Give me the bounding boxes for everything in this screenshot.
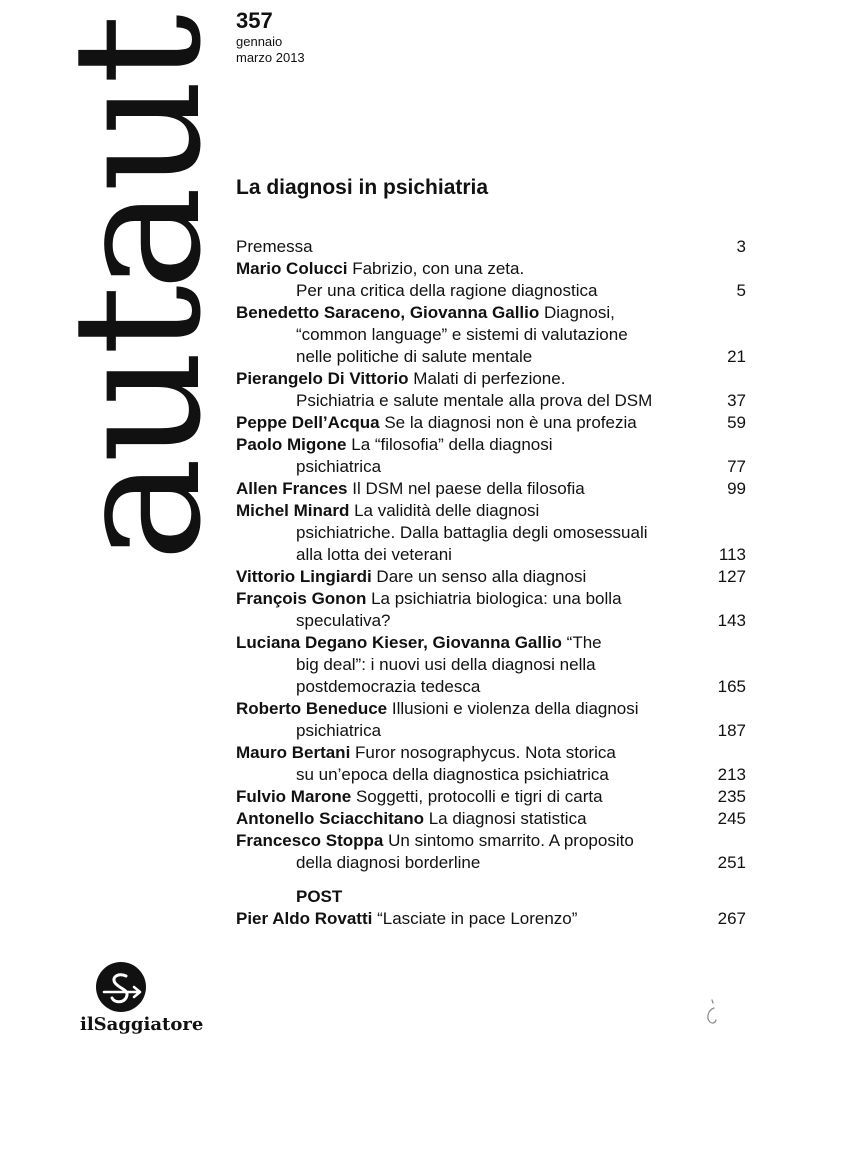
toc-page-number: 127 <box>717 567 746 586</box>
toc-title: Premessa <box>236 237 313 256</box>
handwritten-mark-icon <box>700 998 724 1028</box>
toc-author: Mauro Bertani <box>236 743 351 762</box>
issue-info <box>236 8 305 66</box>
toc-entry-line <box>236 566 702 588</box>
toc-title: alla lotta dei veterani <box>296 545 452 564</box>
toc-page-number: 113 <box>718 545 746 564</box>
post-entries <box>236 908 748 930</box>
toc-entry-line <box>236 456 702 478</box>
masthead-text: autaut <box>35 20 240 563</box>
toc-page-number: 235 <box>717 787 746 806</box>
toc-entry <box>236 302 748 368</box>
toc-page-number: 213 <box>717 765 746 784</box>
toc-entry-line <box>236 236 702 258</box>
toc-entry <box>236 236 748 258</box>
toc-entry-line <box>236 610 702 632</box>
toc-author: Peppe Dell’Acqua <box>236 413 380 432</box>
toc-title: psichiatriche. Dalla battaglia degli omosessuali <box>296 523 648 542</box>
toc-entry <box>236 588 748 632</box>
toc-entry-line <box>236 522 702 544</box>
toc-author: Francesco Stoppa <box>236 831 384 850</box>
toc-title: Dare un senso alla diagnosi <box>376 567 587 586</box>
toc-entry <box>236 566 748 588</box>
toc-entry <box>236 434 748 478</box>
issue-date-line1: gennaio <box>236 34 283 49</box>
toc-entry-line <box>236 676 702 698</box>
masthead <box>35 4 240 579</box>
toc-title: “Lasciate in pace Lorenzo” <box>377 909 578 928</box>
toc-author: Vittorio Lingiardi <box>236 567 372 586</box>
toc-entry <box>236 632 748 698</box>
toc-title: Furor nosographycus. Nota storica <box>355 743 616 762</box>
toc-page-number: 165 <box>717 677 746 696</box>
issue-date-line2: marzo 2013 <box>236 50 305 65</box>
toc-entry <box>236 368 748 412</box>
toc-author: Allen Frances <box>236 479 348 498</box>
toc-entry-line <box>236 808 702 830</box>
toc-entry <box>236 698 748 742</box>
table-of-contents <box>236 236 748 930</box>
toc-author: Benedetto Saraceno, Giovanna Gallio <box>236 303 540 322</box>
toc-title: Il DSM nel paese della filosofia <box>352 479 585 498</box>
toc-entry <box>236 500 748 566</box>
post-heading: POST <box>296 887 343 906</box>
publisher-name: ilSaggiatore <box>80 1014 204 1035</box>
toc-entry <box>236 412 748 434</box>
toc-author: Pierangelo Di Vittorio <box>236 369 409 388</box>
toc-title: Illusioni e violenza della diagnosi <box>391 699 639 718</box>
toc-entry-line <box>236 544 702 566</box>
toc-entry <box>236 478 748 500</box>
toc-title: Per una critica della ragione diagnostica <box>296 281 598 300</box>
toc-entry-line <box>236 632 702 654</box>
toc-entry <box>236 786 748 808</box>
toc-entry-line <box>236 720 702 742</box>
publisher-logo <box>80 960 210 1040</box>
toc-page-number: 37 <box>727 391 746 410</box>
toc-author: Mario Colucci <box>236 259 348 278</box>
toc-author: Pier Aldo Rovatti <box>236 909 373 928</box>
toc-title: big deal”: i nuovi usi della diagnosi nella <box>296 655 596 674</box>
toc-page-number: 251 <box>717 853 746 872</box>
toc-entry-line <box>236 588 702 610</box>
toc-entry-line <box>236 434 702 456</box>
toc-title: “common language” e sistemi di valutazione <box>296 325 628 344</box>
toc-title: della diagnosi borderline <box>296 853 481 872</box>
toc-entries <box>236 236 748 874</box>
toc-page-number: 187 <box>717 721 746 740</box>
toc-entry-line <box>236 302 702 324</box>
toc-entry-line <box>236 500 702 522</box>
toc-entry <box>236 808 748 830</box>
toc-entry <box>236 830 748 874</box>
toc-entry-line <box>236 478 702 500</box>
toc-page-number: 59 <box>727 413 746 432</box>
toc-entry-line <box>236 412 702 434</box>
toc-page-number: 5 <box>736 281 746 300</box>
toc-author: Paolo Migone <box>236 435 347 454</box>
toc-page-number: 267 <box>717 909 746 928</box>
toc-title: Soggetti, protocolli e tigri di carta <box>355 787 603 806</box>
toc-author: Michel Minard <box>236 501 350 520</box>
toc-entry-line <box>236 908 702 930</box>
toc-page-number: 21 <box>727 347 746 366</box>
toc-title: Psichiatria e salute mentale alla prova del DSM <box>296 391 653 410</box>
toc-title: La psichiatria biologica: una bolla <box>371 589 622 608</box>
toc-entry-line <box>236 258 702 280</box>
toc-entry-line <box>236 764 702 786</box>
toc-entry-line <box>236 786 702 808</box>
toc-title: psichiatrica <box>296 457 382 476</box>
toc-entry <box>236 908 748 930</box>
toc-title: La “filosofia” della diagnosi <box>351 435 553 454</box>
toc-page-number: 3 <box>736 237 746 256</box>
toc-entry-line <box>236 346 702 368</box>
toc-title: “The <box>566 633 602 652</box>
toc-author: Antonello Sciacchitano <box>236 809 424 828</box>
toc-entry-line <box>236 698 702 720</box>
toc-title: Un sintomo smarrito. A proposito <box>388 831 634 850</box>
toc-entry <box>236 742 748 786</box>
toc-entry-line <box>236 830 702 852</box>
toc-entry-line <box>236 280 702 302</box>
toc-author: Luciana Degano Kieser, Giovanna Gallio <box>236 633 562 652</box>
toc-entry-line <box>236 654 702 676</box>
il-saggiatore-logo-icon <box>96 962 146 1012</box>
toc-page-number: 77 <box>727 457 746 476</box>
toc-page-number: 143 <box>717 611 746 630</box>
issue-number: 357 <box>236 8 273 33</box>
toc-author: Fulvio Marone <box>236 787 352 806</box>
toc-entry-line <box>236 390 702 412</box>
toc-title: Malati di perfezione. <box>413 369 566 388</box>
toc-title: La diagnosi statistica <box>428 809 587 828</box>
toc-title: Se la diagnosi non è una profezia <box>384 413 637 432</box>
toc-title: nelle politiche di salute mentale <box>296 347 533 366</box>
toc-entry-line <box>236 742 702 764</box>
toc-title: Fabrizio, con una zeta. <box>352 259 525 278</box>
toc-title: psichiatrica <box>296 721 382 740</box>
toc-title: postdemocrazia tedesca <box>296 677 481 696</box>
toc-entry <box>236 258 748 302</box>
toc-entry-line <box>236 324 702 346</box>
toc-title: La validità delle diagnosi <box>354 501 540 520</box>
toc-author: Roberto Beneduce <box>236 699 388 718</box>
toc-title: speculativa? <box>296 611 391 630</box>
toc-author: François Gonon <box>236 589 367 608</box>
toc-page-number: 99 <box>727 479 746 498</box>
toc-page-number: 245 <box>717 809 746 828</box>
section-title: La diagnosi in psichiatria <box>236 176 489 199</box>
toc-title: su un’epoca della diagnostica psichiatrica <box>296 765 609 784</box>
toc-entry-line <box>236 852 702 874</box>
toc-entry-line <box>236 368 702 390</box>
toc-title: Diagnosi, <box>543 303 615 322</box>
